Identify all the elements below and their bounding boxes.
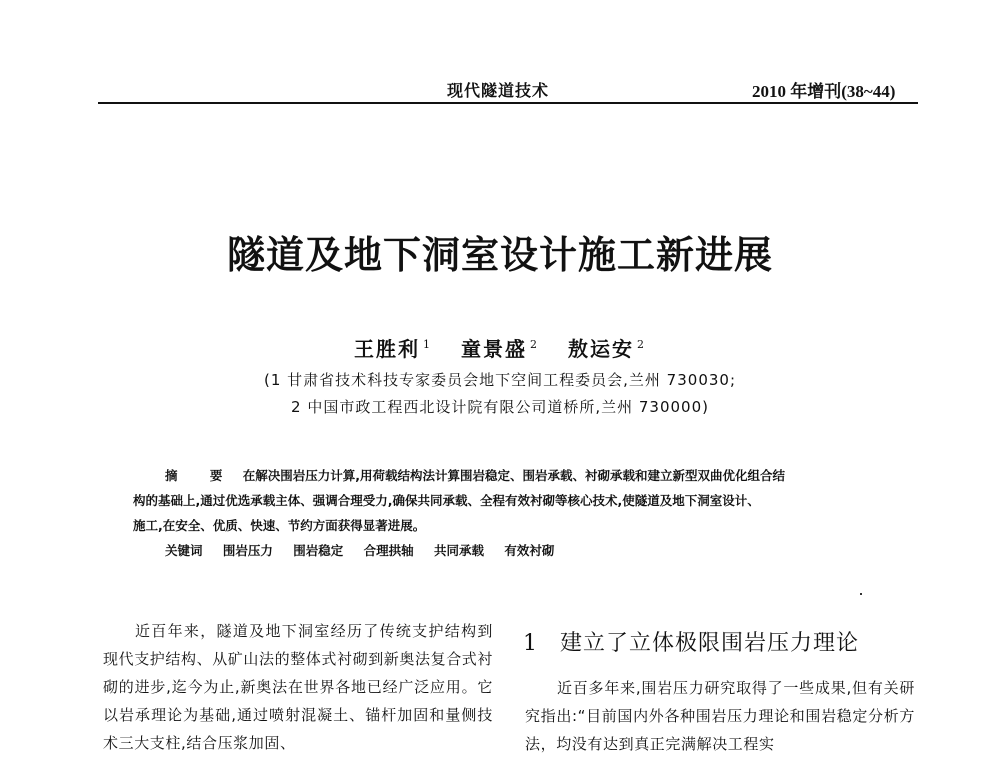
keywords-label: 关键词 bbox=[165, 543, 203, 558]
abstract-line: 构的基础上,通过优选承载主体、强调合理受力,确保共同承载、全程有效衬砌等核心技术,使隧道及地下洞室设计、 bbox=[133, 493, 760, 508]
section-paragraph: 近百多年来,围岩压力研究取得了一些成果,但有关研究指出:“目前国内外各种围岩压力理论和围岩稳定分析方法，均没有达到真正完满解决工程实 bbox=[525, 679, 915, 753]
paper-title: 隧道及地下洞室设计施工新进展 bbox=[226, 232, 773, 277]
intro-paragraph: 近百年来，隧道及地下洞室经历了传统支护结构到现代支护结构、从矿山法的整体式衬砌到新奥法复合式衬砌的进步,迄今为止,新奥法在世界各地已经广泛应用。它以岩承理论为基础,通过喷射混凝土、锚杆加固和量侧技术三大支柱,结合压浆加固、 bbox=[103, 622, 494, 752]
author: 敖运安 $^2$ bbox=[567, 337, 646, 361]
issue-info: 2010 年增刊(38~44) bbox=[752, 82, 896, 101]
section-title: 建立了立体极限围岩压力理论 bbox=[560, 631, 860, 656]
author: 王胜利 $^1$ bbox=[354, 337, 433, 361]
affiliation-2: 2 中国市政工程西北设计院有限公司道桥所,兰州 730000) bbox=[291, 398, 709, 416]
affiliation-mark: 2 bbox=[530, 338, 539, 351]
abstract bbox=[133, 463, 903, 563]
author: 童景盛 $^2$ bbox=[461, 337, 539, 361]
abstract-line: 施工,在安全、优质、快速、节约方面获得显著进展。 bbox=[133, 518, 426, 533]
header-rule bbox=[98, 102, 918, 104]
keywords bbox=[133, 538, 903, 563]
section-number: 1 bbox=[523, 631, 538, 656]
speck bbox=[860, 593, 862, 595]
section-heading bbox=[523, 626, 859, 657]
keyword: 合理拱轴 bbox=[363, 543, 414, 558]
affiliation-mark: 1 bbox=[423, 338, 433, 351]
abstract-label: 摘 要 bbox=[165, 468, 237, 483]
keyword: 围岩压力 bbox=[222, 543, 273, 558]
affiliation-1: (1 甘肃省技术科技专家委员会地下空间工程委员会,兰州 730030; bbox=[263, 371, 737, 389]
body-left-column bbox=[103, 617, 493, 757]
affiliation-mark: 2 bbox=[636, 338, 646, 351]
keyword: 共同承载 bbox=[434, 543, 485, 558]
keyword: 有效衬砌 bbox=[504, 543, 555, 558]
keyword: 围岩稳定 bbox=[293, 543, 344, 558]
body-right-column bbox=[525, 674, 915, 758]
journal-name: 现代隧道技术 bbox=[447, 81, 550, 100]
abstract-line: 摘 要 在解决围岩压力计算,用荷载结构法计算围岩稳定、围岩承载、衬砌承载和建立新型双曲优化组合结 bbox=[165, 468, 785, 483]
author-list bbox=[0, 333, 1000, 362]
